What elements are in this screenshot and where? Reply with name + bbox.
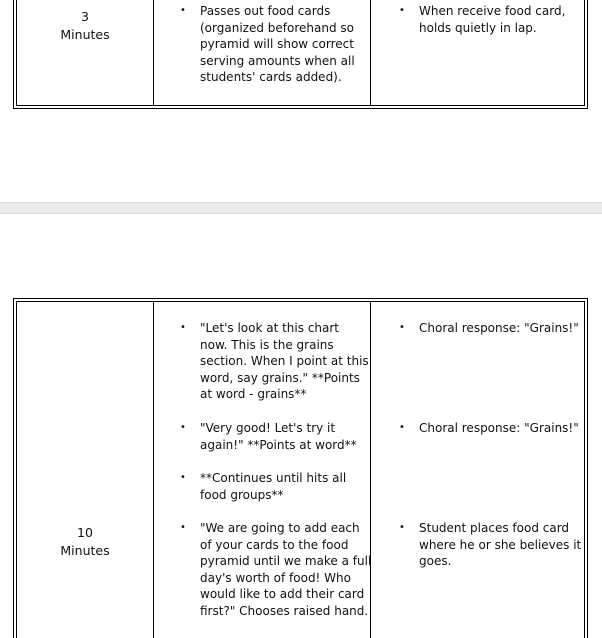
student-action-text: When receive food card, holds quietly in lap. — [419, 4, 566, 35]
table-row — [16, 0, 585, 106]
lesson-table-top — [13, 0, 588, 109]
column-divider — [153, 0, 154, 105]
table-row — [16, 301, 585, 638]
teacher-action-text: "Let's look at this chart now. This is the grains section. When I point at this word, say grains." **Points at word - grains** — [200, 321, 369, 402]
time-unit: Minutes — [60, 543, 110, 558]
student-action-text: Student places food card where he or she believes it goes. — [419, 521, 582, 569]
lesson-table-bottom — [13, 298, 588, 638]
student-action-text: Choral response: "Grains!" — [419, 321, 579, 335]
bullet-icon: • — [180, 322, 186, 333]
teacher-action-text: **Continues until hits all food groups** — [200, 471, 347, 502]
page-break — [0, 202, 602, 214]
teacher-action-text: "Very good! Let's try it again!" **Points at word** — [200, 421, 357, 452]
bullet-icon: • — [399, 422, 405, 433]
teacher-action-text: "We are going to add each of your cards to the food pyramid until we make a full day's worth of food! Who would like to add their card first?" Chooses raised hand. — [200, 521, 372, 618]
time-number: 10 — [77, 525, 93, 540]
bullet-icon: • — [399, 522, 405, 533]
bullet-icon: • — [180, 5, 186, 16]
time-number: 3 — [81, 9, 89, 24]
bullet-icon: • — [180, 472, 186, 483]
time-cell — [17, 8, 153, 44]
column-divider — [153, 302, 154, 638]
bullet-icon: • — [399, 5, 405, 16]
bullet-icon: • — [180, 422, 186, 433]
time-cell — [17, 524, 153, 560]
student-action-text: Choral response: "Grains!" — [419, 421, 579, 435]
bullet-icon: • — [180, 522, 186, 533]
bullet-icon: • — [399, 322, 405, 333]
time-unit: Minutes — [60, 27, 110, 42]
teacher-action-text: Passes out food cards (organized beforehand so pyramid will show correct serving amounts when all students' cards added). — [200, 4, 355, 85]
